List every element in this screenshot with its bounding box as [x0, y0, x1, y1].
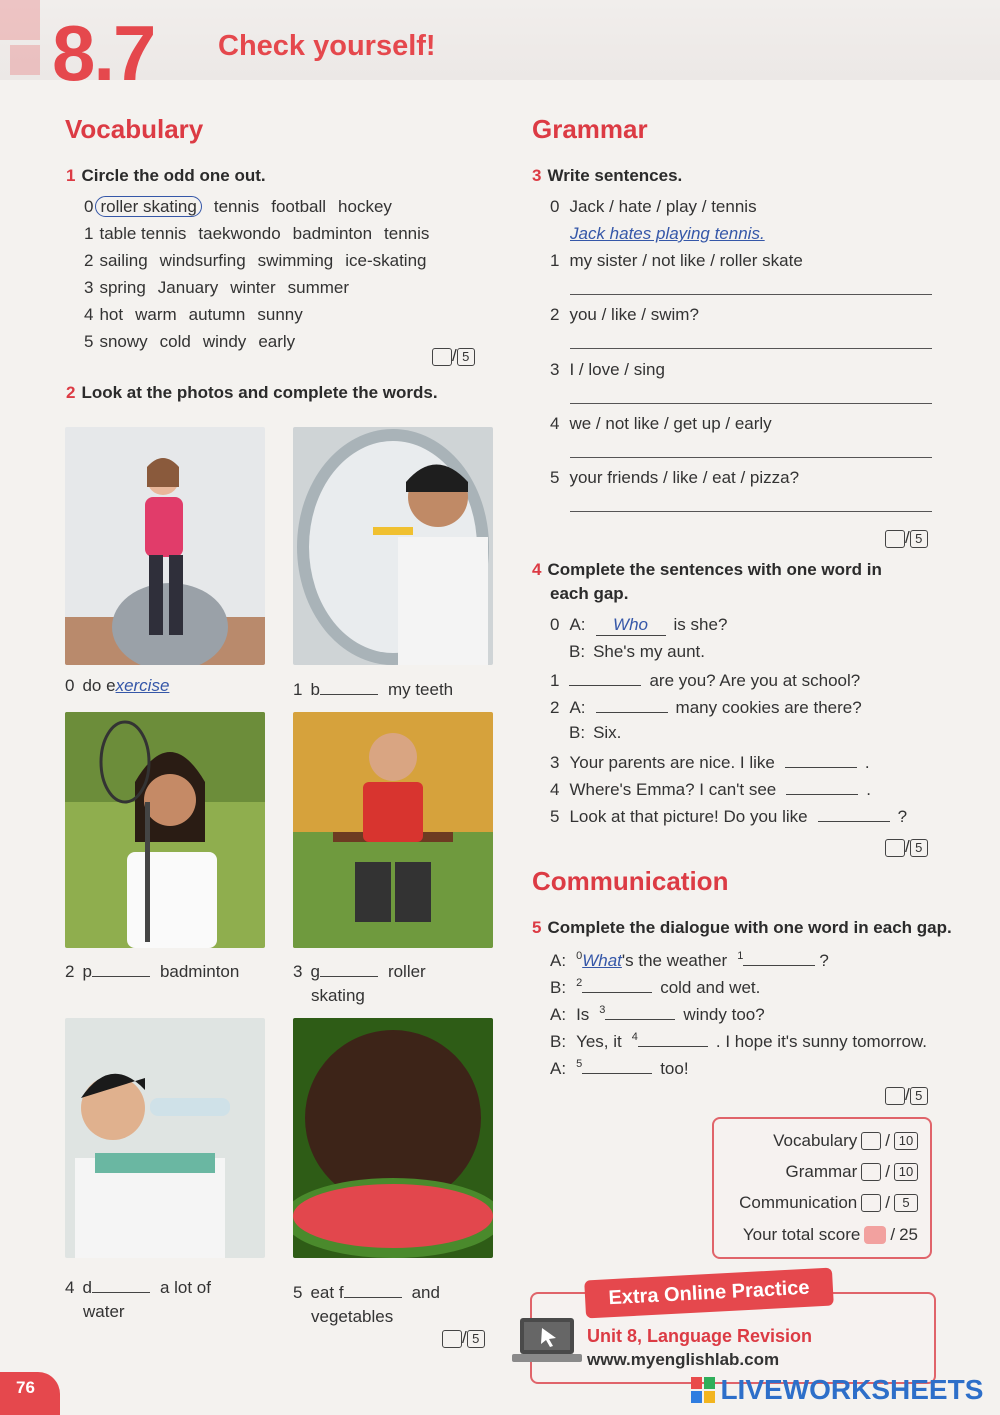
item-number: 4	[65, 1278, 75, 1297]
answer-gap[interactable]	[596, 696, 668, 713]
photo-caption	[293, 1281, 493, 1327]
photo-caption	[65, 1276, 265, 1322]
girl-on-exercise-ball	[65, 427, 265, 665]
word-option[interactable]: snowy	[99, 332, 148, 351]
item-number: 4	[84, 305, 94, 324]
sentence-prompt: I / love / sing	[569, 360, 665, 379]
dialogue-text: . I hope it's sunny tomorrow.	[715, 1032, 927, 1051]
dialogue-line	[550, 976, 760, 998]
caption-prefix: do e	[82, 676, 116, 695]
answer-gap[interactable]	[818, 805, 890, 822]
dialogue-text: cold and wet.	[660, 978, 761, 997]
sentence-end: many cookies are there?	[675, 698, 862, 717]
dialogue-text: Is	[576, 1005, 590, 1024]
item-number: 3	[550, 360, 560, 379]
sentence-prompt: my sister / not like / roller skate	[569, 251, 803, 270]
score-row-total: Your total score / 25	[742, 1225, 918, 1244]
reply-text: Six.	[593, 723, 622, 742]
item-number: 2	[550, 305, 560, 324]
ex5-instruction: 5 Complete the dialogue with one word in each gap.	[532, 918, 952, 937]
answer-gap[interactable]	[582, 1057, 652, 1074]
word-option[interactable]: tennis	[384, 224, 430, 243]
photo-caption	[293, 678, 493, 700]
sentence-prompt: Jack / hate / play / tennis	[569, 197, 757, 216]
ex4-reply	[569, 642, 705, 662]
liveworksheets-logo-icon	[690, 1375, 716, 1405]
ex3-item	[550, 251, 803, 271]
example-answer: What	[582, 951, 622, 970]
caption-line2: vegetables	[311, 1307, 394, 1326]
word-option[interactable]: early	[258, 332, 296, 351]
answer-line[interactable]	[570, 348, 932, 349]
caption-suffix: my teeth	[387, 680, 454, 699]
speaker-label: A:	[569, 698, 586, 717]
speaker-label: B:	[550, 1032, 567, 1051]
ex4-item	[550, 805, 907, 827]
vocabulary-heading: Vocabulary	[65, 114, 204, 144]
answer-gap[interactable]	[569, 669, 641, 686]
score-panel	[712, 1117, 932, 1259]
answer-gap[interactable]	[786, 778, 858, 795]
item-number: 0	[550, 197, 560, 216]
item-number: 3	[550, 753, 560, 772]
extra-practice-banner: Extra Online Practice	[584, 1268, 834, 1319]
word-option[interactable]: January	[157, 278, 219, 297]
ex4-instruction: 4 Complete the sentences with one word in	[532, 560, 882, 579]
word-option[interactable]: spring	[99, 278, 146, 297]
dialogue-text: Yes, it	[576, 1032, 622, 1051]
word-option[interactable]: autumn	[188, 305, 246, 324]
word-option[interactable]: winter	[230, 278, 276, 297]
item-number: 5	[550, 807, 560, 826]
boy-eating-watermelon	[293, 1018, 493, 1258]
speaker-label: A:	[550, 1059, 567, 1078]
item-number: 4	[550, 780, 560, 799]
sentence-prompt: we / not like / get up / early	[569, 414, 772, 433]
answer-gap[interactable]	[92, 960, 150, 977]
dialogue-line	[550, 1003, 765, 1025]
example-answer: Jack hates playing tennis.	[570, 224, 765, 243]
caption-prefix: d	[82, 1278, 92, 1297]
sentence-end: is she?	[673, 615, 728, 634]
ex4-item	[550, 696, 862, 718]
ex3-item	[550, 360, 665, 380]
ex1-item	[84, 305, 303, 325]
ex4-score: / 5	[885, 837, 928, 857]
grammar-heading: Grammar	[532, 114, 648, 144]
example-answer: Who	[613, 615, 649, 634]
ex3-item	[550, 414, 772, 434]
score-box[interactable]	[885, 839, 905, 857]
speaker-label: B:	[569, 723, 586, 742]
circled-answer[interactable]: roller skating	[95, 196, 201, 217]
answer-gap[interactable]	[344, 1281, 402, 1298]
boy-putting-on-roller-skates	[293, 712, 493, 948]
item-number: 0	[84, 197, 94, 216]
caption-prefix: g	[310, 962, 320, 981]
answer-line[interactable]	[570, 403, 932, 404]
total-score-box[interactable]	[864, 1226, 886, 1244]
score-box[interactable]	[861, 1132, 881, 1150]
item-number: 5	[84, 332, 94, 351]
item-number: 0	[550, 615, 560, 634]
caption-prefix: eat f	[310, 1283, 344, 1302]
word-option[interactable]: taekwondo	[198, 224, 281, 243]
answer-gap[interactable]	[605, 1003, 675, 1020]
example-answer: xercise	[115, 676, 170, 695]
word-option[interactable]: sailing	[99, 251, 148, 270]
dialogue-text: too!	[660, 1059, 689, 1078]
caption-line2: water	[83, 1302, 125, 1321]
speaker-label: B:	[569, 642, 586, 661]
score-box[interactable]	[442, 1330, 462, 1348]
gap-number: 4	[631, 1031, 638, 1044]
ex4-item	[550, 615, 727, 636]
dialogue-line	[550, 949, 829, 971]
ex4-item	[550, 778, 871, 800]
sentence-start: Where's Emma? I can't see	[569, 780, 777, 799]
score-box[interactable]	[861, 1194, 881, 1212]
gap-number: 5	[576, 1058, 583, 1071]
communication-heading: Communication	[532, 866, 729, 896]
man-drinking-water	[65, 1018, 265, 1258]
caption-line2: skating	[311, 986, 365, 1005]
score-box[interactable]	[885, 530, 905, 548]
ex4-item	[550, 751, 870, 773]
word-option[interactable]: hockey	[338, 197, 392, 216]
speaker-label: A:	[550, 951, 567, 970]
dialogue-line	[550, 1057, 689, 1079]
word-option[interactable]: football	[271, 197, 327, 216]
answer-line[interactable]	[570, 294, 932, 295]
speaker-label: A:	[550, 1005, 567, 1024]
score-row-grammar: Grammar / 10	[785, 1162, 918, 1182]
word-option[interactable]: windsurfing	[159, 251, 246, 270]
sentence-end: .	[866, 780, 871, 799]
answer-gap[interactable]	[92, 1276, 150, 1293]
item-number: 1	[84, 224, 94, 243]
decor-square	[0, 0, 40, 40]
ex1-item	[84, 278, 349, 298]
ex4-reply	[569, 723, 621, 743]
score-box[interactable]	[861, 1163, 881, 1181]
sentence-prompt: your friends / like / eat / pizza?	[569, 468, 800, 487]
ex1-item	[84, 251, 427, 271]
ex1-score: / 5	[432, 346, 475, 366]
dialogue-text: ?	[819, 951, 829, 970]
word-option[interactable]: cold	[159, 332, 191, 351]
caption-prefix: b	[310, 680, 320, 699]
girl-with-badminton-racket	[65, 712, 265, 948]
speaker-label: A:	[569, 615, 586, 634]
reply-text: She's my aunt.	[593, 642, 705, 661]
photo-caption	[293, 960, 493, 1006]
score-row-vocabulary: Vocabulary / 10	[773, 1131, 918, 1151]
speaker-label: B:	[550, 978, 567, 997]
word-option[interactable]: warm	[135, 305, 177, 324]
caption-suffix: and	[411, 1283, 440, 1302]
word-option[interactable]: sunny	[257, 305, 303, 324]
laptop-icon	[512, 1316, 582, 1366]
ex4-instruction-2: each gap.	[550, 584, 629, 603]
sentence-end: .	[864, 753, 870, 772]
item-number: 2	[65, 962, 75, 981]
ex2-instruction: 2 Look at the photos and complete the words.	[66, 383, 438, 402]
ex3-item	[550, 468, 799, 488]
ex3-score: / 5	[885, 528, 928, 548]
answer-gap[interactable]	[320, 678, 378, 695]
word-option[interactable]: swimming	[257, 251, 334, 270]
answer-gap[interactable]	[582, 976, 652, 993]
gap-number: 0	[576, 950, 583, 963]
ex1-item	[84, 197, 392, 217]
word-option[interactable]: summer	[287, 278, 350, 297]
page-number: 76	[16, 1378, 35, 1397]
gap-number: 3	[599, 1004, 606, 1017]
answer-line[interactable]	[570, 511, 932, 512]
ex3-item	[550, 197, 757, 217]
example-answer-gap	[596, 615, 666, 636]
ex1-instruction: 1 Circle the odd one out.	[66, 166, 266, 185]
item-number: 1	[550, 251, 560, 270]
ex5-score: / 5	[885, 1085, 928, 1105]
word-option[interactable]: table tennis	[99, 224, 187, 243]
ex3-instruction: 3 Write sentences.	[532, 166, 683, 185]
answer-gap[interactable]	[320, 960, 378, 977]
dialogue-text: windy too?	[683, 1005, 765, 1024]
decor-square	[10, 45, 40, 75]
item-number: 4	[550, 414, 560, 433]
caption-suffix: a lot of	[159, 1278, 211, 1297]
answer-gap[interactable]	[743, 949, 815, 966]
word-option[interactable]: hot	[99, 305, 124, 324]
item-number: 3	[84, 278, 94, 297]
ex1-item	[84, 332, 295, 352]
sentence-end: are you? Are you at school?	[649, 671, 861, 690]
item-number: 2	[550, 698, 560, 717]
liveworksheets-watermark: LIVEWORKSHEETS	[690, 1374, 990, 1408]
page-title: Check yourself!	[218, 30, 436, 62]
word-option[interactable]: ice-skating	[345, 251, 427, 270]
item-number: 1	[550, 671, 560, 690]
photo-caption	[65, 676, 265, 696]
ex4-item	[550, 669, 860, 691]
unit-number: 8.7	[52, 9, 155, 97]
ex3-item	[550, 305, 699, 325]
dialogue-text: 's the weather	[621, 951, 728, 970]
photo-caption	[65, 960, 265, 982]
score-box[interactable]	[432, 348, 452, 366]
item-number: 0	[65, 676, 75, 695]
gap-number: 2	[576, 977, 583, 990]
caption-suffix: roller	[387, 962, 426, 981]
sentence-start: Look at that picture! Do you like	[569, 807, 808, 826]
word-option[interactable]: windy	[202, 332, 247, 351]
item-number: 3	[293, 962, 303, 981]
ex2-score: / 5	[442, 1328, 485, 1348]
answer-gap[interactable]	[785, 751, 857, 768]
score-box[interactable]	[885, 1087, 905, 1105]
extra-url-link[interactable]: www.myenglishlab.com	[587, 1350, 780, 1369]
answer-gap[interactable]	[638, 1030, 708, 1047]
gap-number: 1	[737, 950, 744, 963]
word-option[interactable]: badminton	[292, 224, 373, 243]
sentence-prompt: you / like / swim?	[569, 305, 699, 324]
dialogue-line	[550, 1030, 927, 1052]
caption-suffix: badminton	[159, 962, 240, 981]
answer-line[interactable]	[570, 457, 932, 458]
item-number: 2	[84, 251, 94, 270]
sentence-end: ?	[897, 807, 908, 826]
word-option[interactable]: tennis	[213, 197, 260, 216]
sentence-start: Your parents are nice. I like	[569, 753, 775, 772]
item-number: 5	[293, 1283, 303, 1302]
caption-prefix: p	[82, 962, 92, 981]
score-row-communication: Communication / 5	[739, 1193, 918, 1213]
extra-unit-link[interactable]: Unit 8, Language Revision	[587, 1326, 813, 1346]
item-number: 5	[550, 468, 560, 487]
ex1-item	[84, 224, 429, 244]
boy-brushing-teeth	[293, 427, 493, 665]
item-number: 1	[293, 680, 303, 699]
